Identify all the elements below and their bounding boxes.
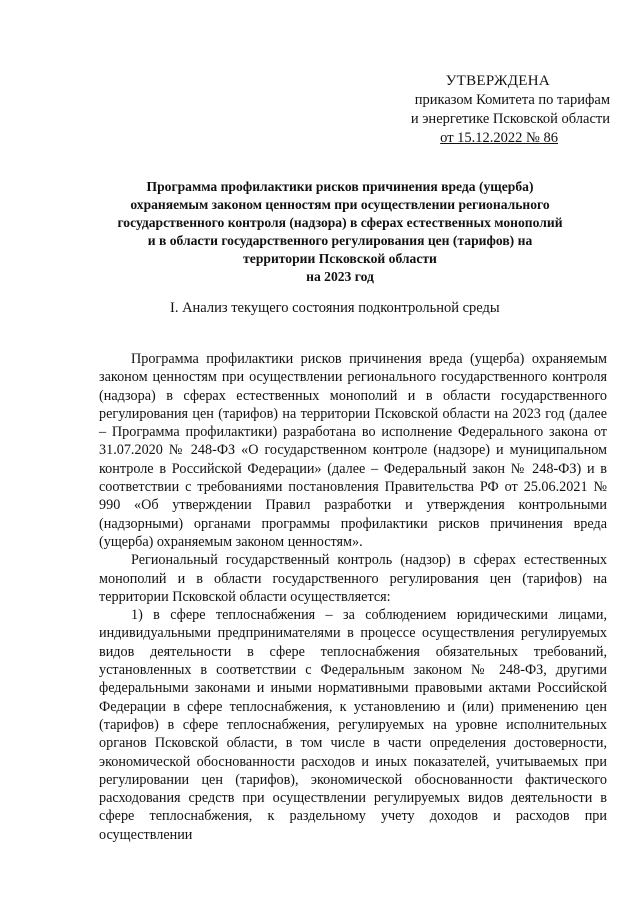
document-title [90,178,590,286]
title-line-1: Программа профилактики рисков причинения вреда (ущерба) [146,179,534,194]
approval-stamp: УТВЕРЖДЕНА [445,73,550,89]
title-line-5: территории Псковской области [243,251,437,266]
approval-line-2: и энергетике Псковской области [410,111,610,127]
title-line-6: на 2023 год [306,269,374,284]
approval-block [411,72,610,148]
body-paragraph-3: 1) в сфере теплоснабжения – за соблюдением юридическими лицами, индивидуальными предпринимателями в процессе осуществления регулируемых видов деятельности в сфере теплоснабжения обязательных требований, установленных в соответствии с Федеральным законом № 248-ФЗ, другими федеральными законами и иными нормативными правовыми актами Российской Федерации в сфере теплоснабжения, к установлению и (или) применению цен (тарифов) в сфере теплоснабжения, регулируемых на уровне исполнительных органов Псковской области, в том числе в части определения достоверности, экономической обоснованности расходов и иных показателей, учитываемых при регулировании цен (тарифов), экономической обоснованности фактического расходования средств при осуществлении регулируемых видов деятельности в сфере теплоснабжения, к раздельному учету доходов и расходов при осуществлении [99,607,607,843]
title-line-2: охраняемым законом ценностям при осуществлении регионального [130,197,550,212]
title-line-3: государственного контроля (надзора) в сферах естественных монополий [117,215,563,230]
approval-line-1: приказом Комитета по тарифам [414,92,610,108]
approval-order-reference: от 15.12.2022 № 86 [440,130,558,146]
body-paragraph-1: Программа профилактики рисков причинения вреда (ущерба) охраняемым законом ценностям при осуществлении регионального государственного контроля (надзора) в сферах естественных монополий и в области государственного регулирования цен (тарифов) на территории Псковской области на 2023 год (далее – Программа профилактики) разработана во исполнение Федерального закона от 31.07.2020 № 248-ФЗ «О государственном контроле (надзоре) и муниципальном контроле в Российской Федерации» (далее – Федеральный закон № 248-ФЗ) и в соответствии с требованиями постановления Правительства РФ от 25.06.2021 № 990 «Об утверждении Правил разработки и утверждения контрольными (надзорными) органами программы профилактики рисков причинения вреда (ущерба) охраняемым законом ценностям». [99,351,607,550]
document-body [99,350,607,844]
title-line-4: и в области государственного регулирования цен (тарифов) на [147,233,533,248]
body-paragraph-2: Региональный государственный контроль (надзор) в сферах естественных монополий и в области государственного регулирования цен (тарифов) на территории Псковской области осуществляется: [99,552,607,605]
section-heading: I. Анализ текущего состояния подконтрольной среды [170,300,500,316]
